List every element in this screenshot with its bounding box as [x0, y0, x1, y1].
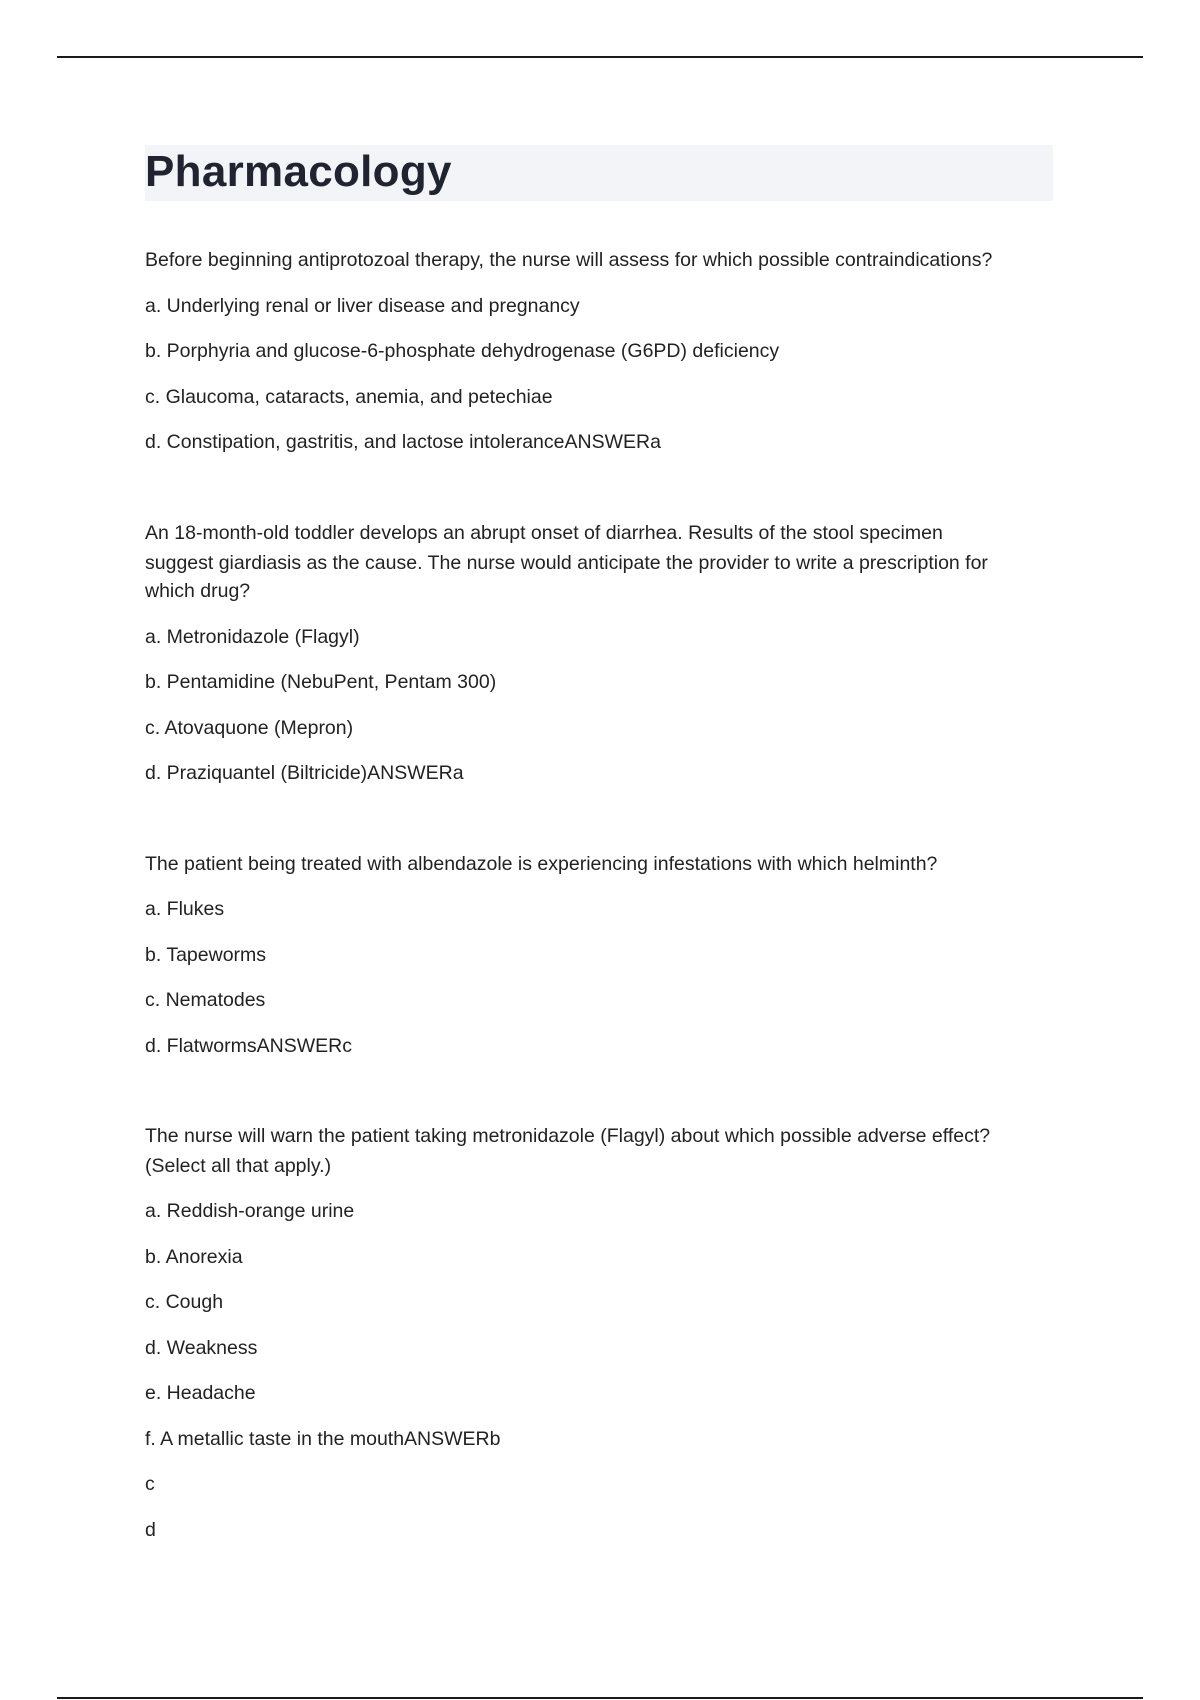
question-2-option-c: c. Atovaquone (Mepron) — [145, 717, 354, 739]
question-2-text-line-1: An 18-month-old toddler develops an abrupt onset of diarrhea. Results of the stool specimen — [145, 522, 943, 544]
question-2-text-line-3: which drug? — [145, 580, 251, 602]
question-1-option-b: b. Porphyria and glucose-6-phosphate dehydrogenase (G6PD) deficiency — [145, 340, 780, 362]
question-4-option-d: d. Weakness — [145, 1337, 258, 1359]
title-banner — [145, 145, 1053, 201]
question-4-text-line-1: The nurse will warn the patient taking metronidazole (Flagyl) about which possible adverse effect? — [145, 1125, 991, 1147]
question-2-option-d: d. Praziquantel (Biltricide)ANSWERa — [145, 762, 464, 784]
question-1-option-c: c. Glaucoma, cataracts, anemia, and petechiae — [145, 386, 553, 408]
question-3-option-d: d. FlatwormsANSWERc — [145, 1035, 352, 1057]
question-2-option-b: b. Pentamidine (NebuPent, Pentam 300) — [145, 671, 497, 693]
question-3-option-c: c. Nematodes — [145, 989, 266, 1011]
question-1-option-d: d. Constipation, gastritis, and lactose intoleranceANSWERa — [145, 431, 661, 453]
question-2-text-line-2: suggest giardiasis as the cause. The nurse would anticipate the provider to write a prescription for — [145, 552, 988, 574]
question-1-text: Before beginning antiprotozoal therapy, the nurse will assess for which possible contraindications? — [145, 249, 993, 271]
bottom-rule — [57, 1697, 1143, 1699]
question-4-option-f: f. A metallic taste in the mouthANSWERb — [145, 1428, 501, 1450]
question-4-extra-answer-c: c — [145, 1473, 155, 1495]
question-4-option-a: a. Reddish-orange urine — [145, 1200, 355, 1222]
question-3-option-a: a. Flukes — [145, 898, 225, 920]
question-4-extra-answer-d: d — [145, 1519, 156, 1541]
question-4-option-b: b. Anorexia — [145, 1246, 243, 1268]
question-4-text-line-2: (Select all that apply.) — [145, 1155, 332, 1177]
top-rule — [57, 56, 1143, 58]
question-4-option-e: e. Headache — [145, 1382, 256, 1404]
question-4-option-c: c. Cough — [145, 1291, 224, 1313]
question-3-text: The patient being treated with albendazole is experiencing infestations with which helminth? — [145, 853, 938, 875]
question-2-option-a: a. Metronidazole (Flagyl) — [145, 626, 360, 648]
question-3-option-b: b. Tapeworms — [145, 944, 267, 966]
page-title: Pharmacology — [145, 147, 452, 196]
question-1-option-a: a. Underlying renal or liver disease and pregnancy — [145, 295, 580, 317]
